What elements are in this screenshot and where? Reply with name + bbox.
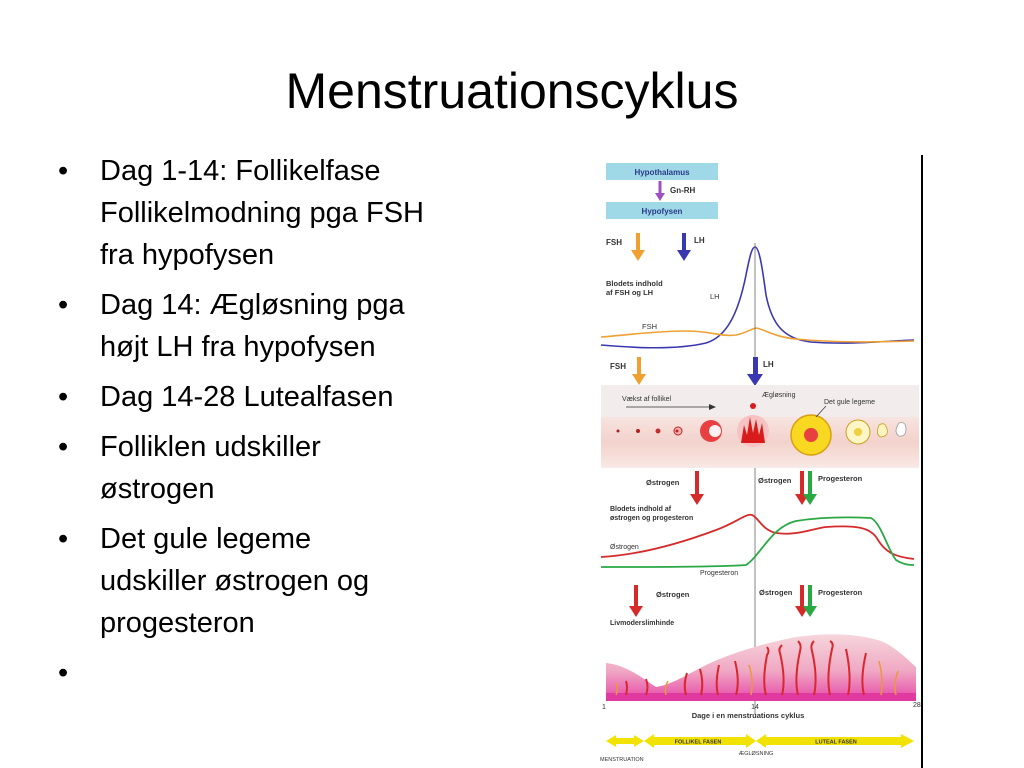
lh-arrow-head-icon	[677, 250, 691, 261]
ostrogen-arrow-1-icon	[695, 471, 699, 495]
gnrh-label: Gn-RH	[670, 186, 696, 195]
tick-day-14: 14	[751, 704, 759, 711]
luteal-phase-label: LUTEAL FASEN	[815, 739, 857, 746]
bullet-line: progesteron	[100, 607, 255, 639]
bullet-item	[58, 518, 508, 644]
endometrium	[606, 634, 916, 700]
progesteron-arrow-1-icon	[808, 471, 812, 495]
tick-day-1: 1	[602, 704, 606, 711]
axis-title: Dage i en menstruations cyklus	[691, 711, 805, 720]
fsh-arrow-2-head-icon	[632, 374, 646, 385]
bullet-line: østrogen	[100, 473, 215, 505]
blood-fsh-lh-label: Blodets indhold	[606, 279, 663, 288]
fsh-curve-label: FSH	[642, 322, 657, 331]
fsh-arrow-icon	[636, 233, 640, 251]
gland	[626, 681, 627, 695]
bullet-item	[58, 376, 508, 418]
bullet-line: udskiller østrogen og	[100, 565, 370, 597]
bullet-symbol: •	[58, 523, 69, 555]
bullet-item	[58, 150, 508, 276]
follicle-stage-2	[636, 429, 640, 433]
ostrogen-label-4: Østrogen	[759, 588, 793, 597]
ostrogen-label-3: Østrogen	[656, 590, 690, 599]
ostrogen-arrow-2-icon	[800, 471, 804, 495]
ostrogen-label-2: Østrogen	[758, 476, 792, 485]
endometrium-base	[606, 693, 916, 701]
lh-arrow-2-icon	[753, 357, 758, 375]
bullet-line: Det gule legeme	[100, 523, 312, 555]
ostrogen-curve-label: Østrogen	[610, 544, 639, 551]
follicle-stage-5-antrum	[709, 425, 721, 437]
lh-label: LH	[694, 236, 705, 245]
follicle-stage-3	[656, 429, 661, 434]
ovulation-label: Ægløsning	[762, 392, 796, 399]
corpus-luteum-label: Det gule legeme	[824, 399, 875, 406]
bullet-line: fra hypofysen	[100, 239, 275, 271]
bullet-symbol: •	[58, 657, 69, 689]
ostrogen-label-1: Østrogen	[646, 478, 680, 487]
bullet-line: Folliklen udskiller	[100, 431, 321, 463]
follicle-phase-label: FOLLIKEL FASEN	[674, 739, 722, 746]
fsh-arrow-2-icon	[637, 357, 641, 375]
hypothalamus-label: Hypothalamus	[634, 168, 690, 177]
follicle-stage-4-core	[676, 430, 679, 433]
ostrogen-arrow-1-head-icon	[690, 494, 704, 505]
blood-hormones-label: Blodets indhold af	[610, 506, 672, 513]
progesteron-arrow-2-icon	[808, 585, 812, 607]
lh-arrow-icon	[682, 233, 686, 251]
ovulation-caps-label: ÆGLØSNING	[738, 751, 774, 757]
progesteron-curve-label: Progesteron	[700, 570, 739, 577]
follicle-stage-1	[617, 430, 620, 433]
progesteron-curve	[601, 517, 914, 567]
lh-label-2: LH	[763, 360, 774, 369]
blood-fsh-lh-label: af FSH og LH	[606, 288, 654, 297]
ostrogen-arrow-3-icon	[634, 585, 638, 607]
progesteron-label-2: Progesteron	[818, 588, 863, 597]
bullet-symbol: •	[58, 381, 69, 413]
released-egg	[750, 403, 756, 409]
menstruation-caps-label: MENSTRUATION	[600, 757, 644, 763]
ostrogen-arrow-3-head-icon	[629, 606, 643, 617]
bullet-item	[58, 426, 508, 510]
corpus-luteum-degenerating-core	[854, 428, 862, 436]
fsh-arrow-head-icon	[631, 250, 645, 261]
bullet-item	[58, 284, 508, 368]
lh-arrow-2-head-icon	[747, 374, 763, 386]
lh-curve-label: LH	[710, 292, 720, 301]
bullet-list	[58, 150, 508, 689]
bullet-symbol: •	[58, 431, 69, 463]
corpus-albicans	[877, 424, 887, 437]
hypofysen-label: Hypofysen	[641, 207, 683, 216]
bullet-symbol: •	[58, 289, 69, 321]
follicle-growth-label: Vækst af follikel	[622, 396, 672, 403]
menstrual-cycle-diagram	[596, 155, 926, 768]
endometrium-label: Livmoderslimhinde	[610, 620, 675, 627]
bullet-line: højt LH fra hypofysen	[100, 331, 376, 363]
menstruation-phase-arrow	[606, 735, 644, 747]
bullet-line: Dag 1-14: Follikelfase	[100, 155, 381, 187]
slide-title: Menstruationscyklus	[285, 63, 739, 119]
bullet-symbol: •	[58, 155, 69, 187]
bullet-line: Follikelmodning pga FSH	[100, 197, 424, 229]
gnrh-arrow-head-icon	[655, 193, 665, 201]
fsh-label-2: FSH	[610, 362, 626, 371]
ostrogen-arrow-4-icon	[800, 585, 804, 607]
corpus-luteum-core	[804, 428, 818, 442]
bullet-line: Dag 14: Ægløsning pga	[100, 289, 405, 321]
fsh-label: FSH	[606, 238, 622, 247]
progesteron-label-1: Progesteron	[818, 474, 863, 483]
bullet-line: Dag 14-28 Lutealfasen	[100, 381, 394, 413]
blood-hormones-label: østrogen og progesteron	[610, 515, 694, 522]
tick-day-28: 28	[913, 702, 921, 709]
